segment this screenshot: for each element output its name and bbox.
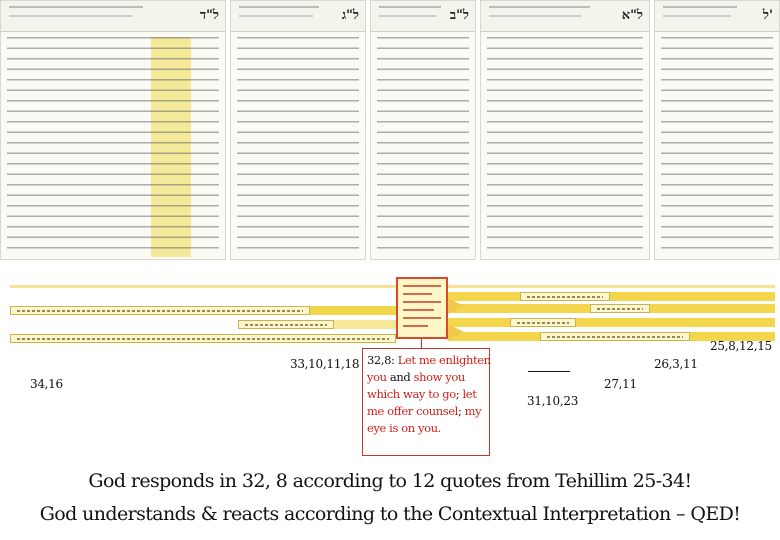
- footer-line-2: God understands & reacts according to the Contextual Interpretation – QED!: [39, 503, 741, 525]
- timeline-segment: [238, 320, 334, 329]
- quote-part-3: let me offer counsel: [367, 387, 477, 418]
- quote-part-1: Let me enlighten you: [367, 353, 491, 384]
- reference-26: 26,3,11: [654, 357, 698, 371]
- timeline-row: [334, 320, 396, 329]
- timeline-row: [448, 292, 775, 301]
- page-31: [480, 0, 650, 260]
- timeline-segment: [520, 292, 610, 301]
- quote-reference: 32,8:: [367, 353, 395, 367]
- timeline-segment: [540, 332, 690, 341]
- quote-part-2: show you which way to go: [367, 370, 465, 401]
- text-block: [7, 37, 219, 253]
- text-block: [487, 37, 643, 253]
- quote-text: 32,8: Let me enlighten you and show you which way to go; let me offer counsel; my eye is on you.: [367, 353, 491, 435]
- page-number: ל"א: [621, 8, 643, 23]
- callout-connector: [421, 339, 422, 348]
- reference-27: 27,11: [604, 377, 637, 391]
- reference-31: 31,10,23: [527, 394, 579, 408]
- page-32: [370, 0, 476, 260]
- reference-25: 25,8,12,15: [710, 339, 772, 353]
- page-34: [0, 0, 226, 260]
- page-number: ל': [762, 8, 773, 23]
- arrow-icon: [448, 298, 464, 314]
- page-number: ל"ג: [341, 8, 359, 23]
- page-header: [481, 1, 649, 32]
- text-block: [377, 37, 469, 253]
- reference-34-16: 34,16: [30, 377, 63, 391]
- timeline-row: [10, 285, 775, 288]
- timeline-segment: [590, 304, 650, 313]
- page-30: [654, 0, 780, 260]
- page-header: [371, 1, 475, 32]
- page-33: [230, 0, 366, 260]
- footer-line-1: God responds in 32, 8 according to 12 quotes from Tehillim 25-34!: [88, 470, 692, 492]
- timeline-segment: [10, 306, 310, 315]
- quote-part-4: my eye is on you: [367, 404, 482, 435]
- timeline-row: [448, 318, 775, 327]
- text-block: [237, 37, 359, 253]
- blank-line: [528, 371, 570, 372]
- page-number: ל"ד: [199, 8, 219, 23]
- timeline-segment: [510, 318, 576, 327]
- page-header: [1, 1, 225, 32]
- text-block: [661, 37, 773, 253]
- timeline-segment: [10, 334, 396, 343]
- timeline-row: [310, 306, 396, 315]
- arrow-icon: [448, 324, 464, 340]
- page-number: ל"ב: [449, 8, 469, 23]
- page-header: [231, 1, 365, 32]
- page-header: [655, 1, 779, 32]
- verse-callout: [396, 277, 448, 339]
- reference-33: 33,10,11,18: [290, 357, 360, 371]
